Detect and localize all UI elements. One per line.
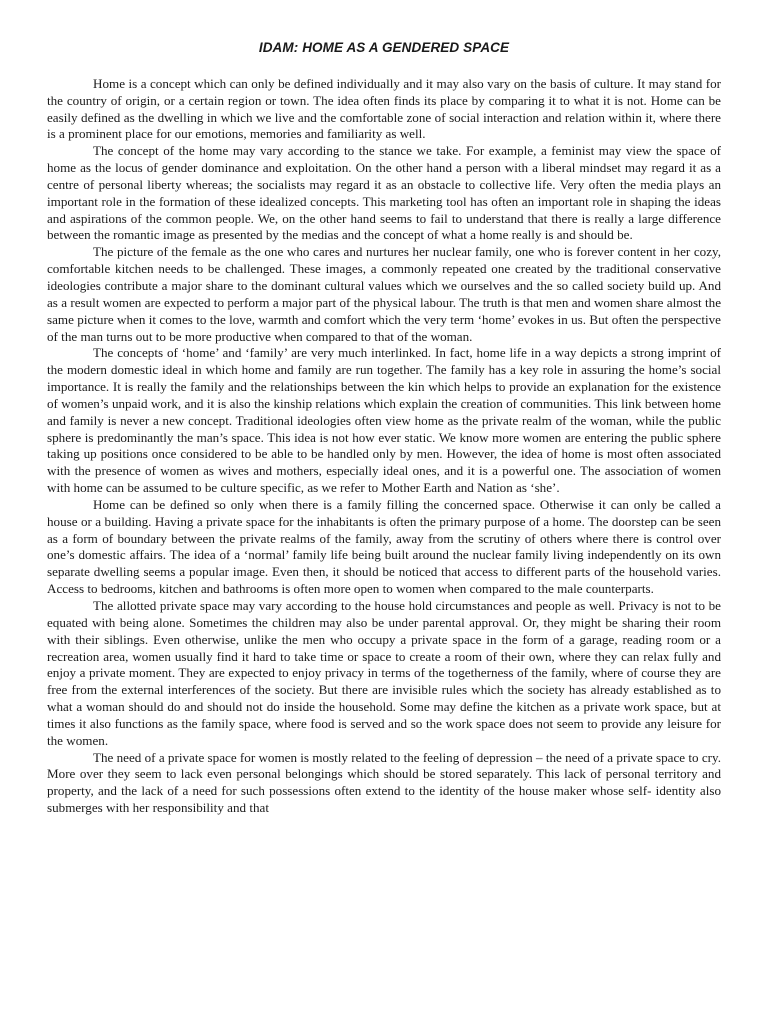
document-page — [47, 40, 721, 817]
paragraph-7: The need of a private space for women is mostly related to the feeling of depression – the need of a private space to cry. More over they seem to lack even personal belongings which should be stored separately. This lack of personal territory and property, and the lack of a need for such possessions often extend to the identity of the house maker whose self- identity also submerges with her responsibility and that — [47, 749, 721, 816]
paragraph-3: The picture of the female as the one who cares and nurtures her nuclear family, one who is forever content in her cozy, comfortable kitchen needs to be challenged. These images, a commonly repeated one created by the traditional conservative ideologies contribute a major share to the dominant cultural values which we ourselves and the so called society build up. And as a result women are expected to perform a major part of the physical labour. The truth is that men and women share almost the same picture when it comes to the love, warmth and comfort which the very term ‘home’ evokes in us. But often the perspective of the man turns out to be more productive when compared to that of the woman. — [47, 244, 721, 344]
document-title: IDAM: HOME AS A GENDERED SPACE — [258, 40, 510, 55]
paragraph-5: Home can be defined so only when there is a family filling the concerned space. Otherwise it can only be called a house or a building. Having a private space for the inhabitants is often the primary purpose of a home. The doorstep can be seen as a form of boundary between the private realms of the family, away from the scrutiny of others where there is control over one’s domestic affairs. The idea of a ‘normal’ family life being built around the nuclear family living independently on its own separate dwelling seems a popular image. Even then, it should be noticed that access to different parts of the household varies. Access to bedrooms, kitchen and bathrooms is often more open to women when compared to the male counterparts. — [47, 496, 721, 597]
paragraph-2: The concept of the home may vary according to the stance we take. For example, a feminist may view the space of home as the locus of gender dominance and exploitation. On the other hand a person with a liberal mindset may regard it as a centre of personal liberty whereas; the socialists may regard it as an obstacle to collective life. Very often the media plays an important role in the formation of these idealized concepts. This marketing tool has often an important role in shaping the ideas and aspirations of the common people. We, on the other hand seems to fail to understand that there is really a large difference between the romantic image as presented by the medias and the concept of what a home really is and should be. — [47, 143, 721, 243]
paragraph-4: The concepts of ‘home’ and ‘family’ are very much interlinked. In fact, home life in a way depicts a strong imprint of the modern domestic ideal in which home and family are run together. The family has a key role in assuring the home’s social importance. It is really the family and the relationships between the kin which helps to provide an explanation for the existence of women’s unpaid work, and it is also the kinship relations which explain the creation of communities. This link between home and family is never a new concept. Traditional ideologies often view home as the private realm of the woman, while the public sphere is predominantly the man’s space. This idea is not how ever static. We know more women are entering the public sphere taking up positions once considered to be able to be handled only by men. However, the idea of home is most often associated with the presence of women as wives and mothers, especially ideal ones, and it is a powerful one. The association of women with home can be assumed to be culture specific, as we refer to Mother Earth and Nation as ‘she’. — [47, 345, 721, 496]
paragraph-6: The allotted private space may vary according to the house hold circumstances and people as well. Privacy is not to be equated with being alone. Sometimes the children may also be under parental approval. Or, they might be sharing their room with their siblings. Even otherwise, unlike the men who occupy a private space in the form of a garage, reading room or a recreation area, women usually find it hard to take time or space to create a room of their own, where they can relax fully and enjoy a private moment. They are expected to enjoy privacy in terms of the togetherness of the family, where of course they are free from the external interferences of the society. But there are invisible rules which the society has already established as to what a woman should do and should not do inside the household. Some may define the kitchen as a private work space, but at times it also functions as the family space, where food is served and so the work space does not seem to provide any leisure for the women. — [47, 598, 721, 748]
paragraph-1: Home is a concept which can only be defined individually and it may also vary on the basis of culture. It may stand for the country of origin, or a certain region or town. The idea often finds its place by comparing it to what it is not. Home can be easily defined as the dwelling in which we live and the comfortable zone of social interaction and relation within it, where there is a prominent place for our emotions, memories and familiarity as well. — [47, 75, 721, 142]
